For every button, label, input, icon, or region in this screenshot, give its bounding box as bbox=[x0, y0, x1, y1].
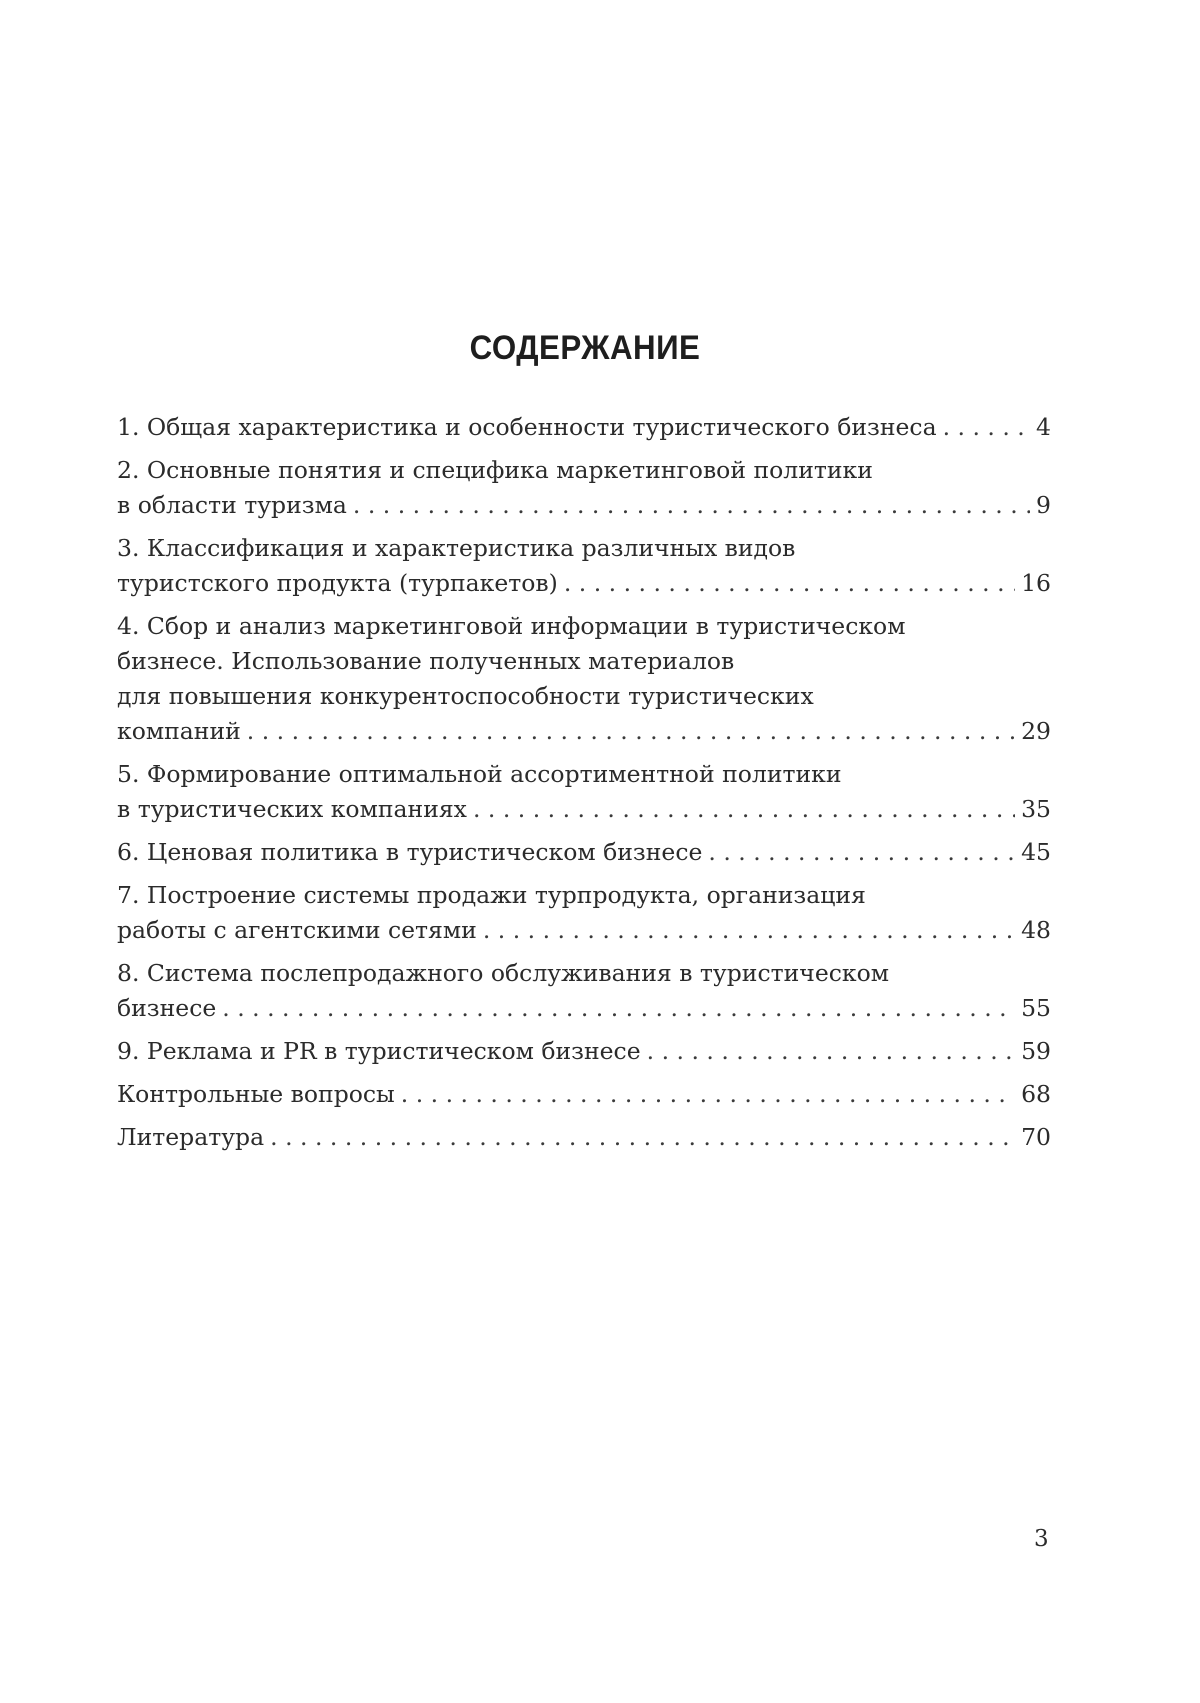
dot-leader bbox=[270, 1120, 1015, 1155]
page-number: 3 bbox=[1034, 1526, 1049, 1552]
toc-entry-title-line: 7. Построение системы продажи турпродукта, организация bbox=[117, 881, 866, 909]
toc-entry-title-line: 5. Формирование оптимальной ассортиментной политики bbox=[117, 760, 842, 788]
toc-entry-title-line: 8. Система послепродажного обслуживания в туристическом bbox=[117, 959, 890, 987]
toc-page-number: 59 bbox=[1021, 1037, 1051, 1065]
toc-entry-title: Контрольные вопросы bbox=[117, 1080, 395, 1108]
toc-entry-title: 6. Ценовая политика в туристическом бизнесе bbox=[117, 838, 703, 866]
dot-leader bbox=[222, 991, 1015, 1026]
page-title: СОДЕРЖАНИЕ bbox=[469, 329, 701, 367]
dot-leader bbox=[943, 410, 1030, 445]
toc-entry-control-questions[interactable] bbox=[117, 1077, 1051, 1112]
toc-page-number: 4 bbox=[1036, 413, 1051, 441]
toc-entry-title-line: бизнесе. Использование полученных материалов bbox=[117, 647, 735, 675]
toc-entry-title: 1. Общая характеристика и особенности туристического бизнеса bbox=[117, 413, 937, 441]
toc-entry-title-line: 2. Основные понятия и специфика маркетинговой политики bbox=[117, 456, 873, 484]
dot-leader bbox=[483, 913, 1015, 948]
toc-entry-title: компаний bbox=[117, 717, 241, 745]
toc-entry-title-line: 3. Классификация и характеристика различных видов bbox=[117, 534, 796, 562]
toc-entry-8[interactable] bbox=[117, 956, 1051, 1026]
toc-page-number: 48 bbox=[1021, 916, 1051, 944]
toc-page-number: 16 bbox=[1021, 569, 1051, 597]
dot-leader bbox=[564, 566, 1015, 601]
toc-entry-7[interactable] bbox=[117, 878, 1051, 948]
toc-entry-title: туристского продукта (турпакетов) bbox=[117, 569, 558, 597]
table-of-contents bbox=[117, 410, 1051, 1163]
dot-leader bbox=[353, 488, 1030, 523]
toc-entry-5[interactable] bbox=[117, 757, 1051, 827]
toc-entry-2[interactable] bbox=[117, 453, 1051, 523]
toc-entry-title: работы с агентскими сетями bbox=[117, 916, 477, 944]
toc-entry-1[interactable] bbox=[117, 410, 1051, 445]
dot-leader bbox=[473, 792, 1015, 827]
dot-leader bbox=[247, 714, 1015, 749]
toc-entry-title: Литература bbox=[117, 1123, 265, 1151]
toc-page-number: 35 bbox=[1021, 795, 1051, 823]
toc-entry-9[interactable] bbox=[117, 1034, 1051, 1069]
toc-page-number: 45 bbox=[1021, 838, 1051, 866]
toc-page-number: 55 bbox=[1021, 994, 1051, 1022]
toc-page-number: 29 bbox=[1021, 717, 1051, 745]
toc-entry-title: бизнесе bbox=[117, 994, 217, 1022]
toc-entry-literature[interactable] bbox=[117, 1120, 1051, 1155]
toc-page-number: 68 bbox=[1021, 1080, 1051, 1108]
toc-page-number: 9 bbox=[1036, 491, 1051, 519]
dot-leader bbox=[647, 1034, 1015, 1069]
toc-entry-title-line: 4. Сбор и анализ маркетинговой информации в туристическом bbox=[117, 612, 906, 640]
dot-leader bbox=[708, 835, 1015, 870]
toc-page-number: 70 bbox=[1021, 1123, 1051, 1151]
toc-entry-title: в области туризма bbox=[117, 491, 347, 519]
dot-leader bbox=[401, 1077, 1015, 1112]
toc-entry-title-line: для повышения конкурентоспособности туристических bbox=[117, 682, 814, 710]
toc-entry-title: 9. Реклама и PR в туристическом бизнесе bbox=[117, 1037, 641, 1065]
toc-entry-3[interactable] bbox=[117, 531, 1051, 601]
toc-entry-title: в туристических компаниях bbox=[117, 795, 467, 823]
toc-entry-6[interactable] bbox=[117, 835, 1051, 870]
toc-entry-4[interactable] bbox=[117, 609, 1051, 749]
